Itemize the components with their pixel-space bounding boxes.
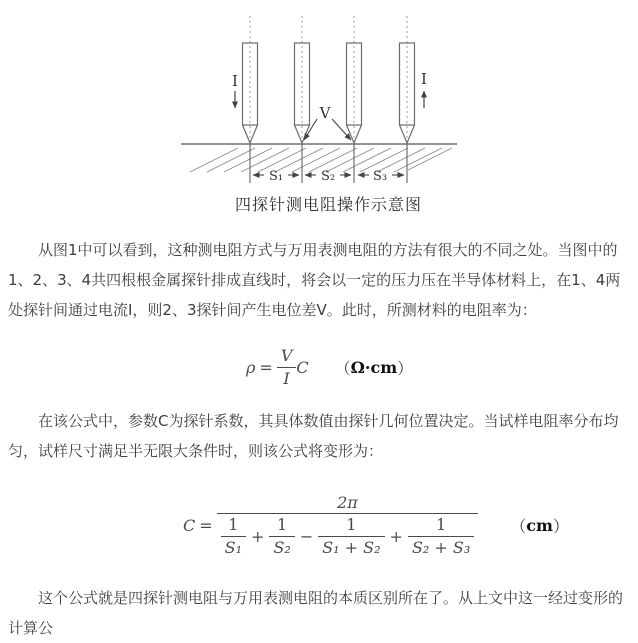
unit-ohm-cm: Ω·cm (350, 357, 398, 377)
term-1-over-s1-plus-s2: $\frac{1}{\text{S₁ + S₂}}$ (318, 515, 384, 556)
voltage-numerator: V (277, 346, 297, 367)
s2-label: S₂ (320, 169, 336, 184)
current-in-annotation (232, 72, 238, 108)
four-probe-figure (178, 3, 460, 215)
unit-paren-close: ） (397, 358, 414, 378)
main-fraction (217, 493, 479, 557)
unit-paren-open-2: （ (510, 516, 527, 536)
current-denominator: I (283, 368, 290, 388)
current-out-annotation (421, 70, 427, 108)
voltage-annotation (304, 104, 351, 140)
probe-3 (347, 16, 362, 143)
current-in-label: I (232, 72, 238, 90)
unit-paren-open: （ (334, 358, 351, 378)
term-1-over-s1: $\frac{1}{\text{S₁}}$ (221, 515, 246, 556)
document-page (0, 3, 638, 637)
minus-op: − (299, 526, 314, 546)
coefficient-c: C (296, 357, 309, 377)
sum-denominator (217, 514, 479, 556)
probe-2 (295, 16, 310, 143)
plus-op-2: + (389, 526, 403, 546)
voltage-label: V (319, 104, 331, 122)
current-out-label: I (421, 70, 427, 88)
unit-cm: cm (526, 515, 553, 535)
rho-symbol: ρ (246, 357, 256, 377)
sample-surface (181, 144, 457, 172)
plus-op-1: + (251, 526, 265, 546)
paragraph-intro: 从图1中可以看到，这种测电阻方式与万用表测电阻的方法有很大的不同之处。当图中的1、2、3、4共四根根金属探针排成直线时，将会以一定的压力压在半导体材料上，在1、4两处探针间通过电流I，则2、3探针间产生电位差V。此时，所测材料的电阻率为： (8, 241, 621, 319)
probe-4 (400, 16, 415, 143)
paragraph-conclusion: 这个公式就是四探针测电阻与万用表测电阻的本质区别所在了。从上文中这一经过变形的计算公 (8, 589, 624, 637)
s1-label: S₁ (268, 169, 284, 184)
equals-sign: = (259, 357, 273, 377)
probe-1 (243, 16, 258, 143)
s3-label: S₃ (372, 169, 388, 184)
formula-resistivity (246, 341, 638, 393)
two-pi-numerator: 2π (217, 493, 479, 514)
spacing-s3 (358, 169, 404, 184)
coefficient-unit (510, 514, 569, 537)
figure-caption: 四探针测电阻操作示意图 (235, 195, 423, 214)
v-over-i-fraction (277, 346, 297, 387)
resistivity-unit (335, 356, 414, 379)
formula-probe-coefficient (183, 483, 638, 567)
coefficient-c-lhs: C (183, 515, 196, 535)
four-probe-diagram (178, 3, 460, 191)
unit-paren-close-2: ） (552, 516, 569, 536)
term-1-over-s2-plus-s3: $\frac{1}{\text{S₂ + S₃}}$ (408, 515, 474, 556)
paragraph-coefficient: 在该公式中，参数C为探针系数，其具体数值由探针几何位置决定。当试样电阻率分布均匀，试样尺寸满足半无限大条件时，则该公式将变形为： (8, 412, 619, 460)
equals-sign-2: = (199, 515, 213, 535)
term-1-over-s2: $\frac{1}{\text{S₂}}$ (269, 515, 294, 556)
voltage-arrow-left-icon (304, 119, 317, 140)
